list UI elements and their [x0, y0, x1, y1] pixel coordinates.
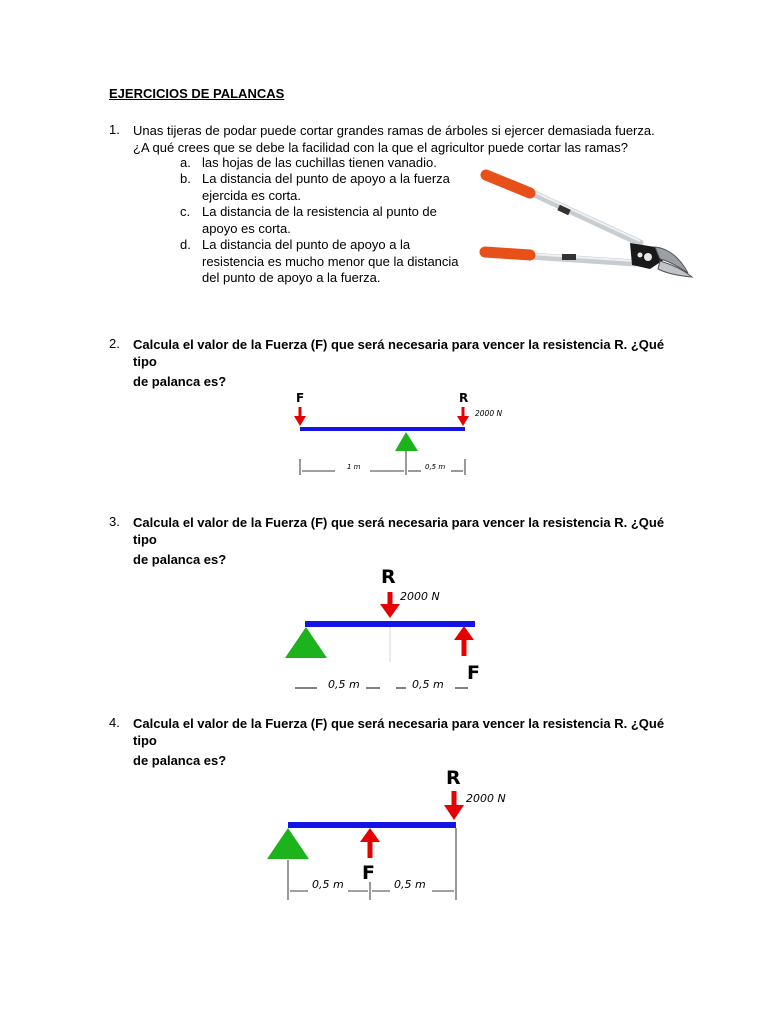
resistance-arrow: [380, 592, 400, 618]
force-arrow: [294, 407, 306, 426]
dimension-2: 0,5 m: [394, 878, 426, 891]
resistance-value: 2000 N: [466, 792, 506, 805]
question-2-line-1: Calcula el valor de la Fuerza (F) que será necesaria para vencer la resistencia R. ¿Qué tipo: [133, 337, 665, 369]
question-3-line-2: de palanca es?: [133, 552, 227, 567]
resistance-value: 2000 N: [475, 409, 503, 418]
dimension-1: 0,5 m: [312, 878, 344, 891]
page-title: EJERCICIOS DE PALANCAS: [109, 86, 285, 101]
dimension-1: 0,5 m: [328, 678, 360, 691]
dimension-1: 1 m: [347, 463, 361, 471]
question-2-line-2: de palanca es?: [133, 374, 227, 389]
question-2-number: 2.: [109, 336, 120, 351]
option-c-letter: c.: [180, 204, 191, 219]
fulcrum: [267, 828, 309, 859]
question-1-number: 1.: [109, 122, 120, 137]
pruning-shears-icon: [470, 165, 700, 285]
question-1-line-1: Unas tijeras de podar puede cortar grandes ramas de árboles si ejercer demasiada fuerza.: [133, 123, 655, 138]
lever-diagram-3: [280, 560, 500, 700]
lever-beam: [300, 427, 465, 431]
question-3-line-1: Calcula el valor de la Fuerza (F) que será necesaria para vencer la resistencia R. ¿Qué tipo: [133, 515, 665, 547]
fulcrum: [395, 432, 418, 451]
option-d-letter: d.: [180, 237, 191, 252]
resistance-arrow: [457, 407, 469, 426]
question-1-line-2: ¿A qué crees que se debe la facilidad con la que el agricultor puede cortar las ramas?: [133, 140, 629, 155]
dimension-2: 0,5 m: [425, 463, 446, 471]
option-a-text: las hojas de las cuchillas tienen vanadio.: [202, 155, 437, 170]
force-label: F: [296, 391, 305, 405]
lever-diagram-2: [285, 385, 515, 485]
lever-diagram-4: [260, 760, 520, 905]
option-b-letter: b.: [180, 171, 191, 186]
resistance-label: R: [381, 566, 396, 588]
question-4-line-2: de palanca es?: [133, 753, 227, 768]
question-4-number: 4.: [109, 715, 120, 730]
lever-beam: [288, 822, 456, 828]
force-label: F: [467, 662, 480, 684]
question-2-text: [133, 336, 673, 390]
resistance-value: 2000 N: [400, 590, 440, 603]
question-3-number: 3.: [109, 514, 120, 529]
option-a-letter: a.: [180, 155, 191, 170]
lever-beam: [305, 621, 475, 627]
question-4-line-1: Calcula el valor de la Fuerza (F) que será necesaria para vencer la resistencia R. ¿Qué tipo: [133, 716, 665, 748]
question-1-text: [133, 122, 673, 156]
option-c-text: La distancia de la resistencia al punto de apoyo es corta.: [202, 204, 437, 236]
option-d-text: La distancia del punto de apoyo a la resistencia es mucho menor que la distancia del punto de apoyo a la fuerza.: [202, 237, 459, 285]
force-arrow: [454, 626, 474, 656]
force-label: F: [362, 862, 375, 884]
resistance-label: R: [459, 391, 469, 405]
fulcrum: [285, 627, 327, 658]
force-arrow: [360, 828, 380, 858]
dimension-2: 0,5 m: [412, 678, 444, 691]
option-b-text: La distancia del punto de apoyo a la fuerza ejercida es corta.: [202, 171, 450, 203]
resistance-label: R: [446, 767, 461, 789]
resistance-arrow: [444, 791, 464, 820]
